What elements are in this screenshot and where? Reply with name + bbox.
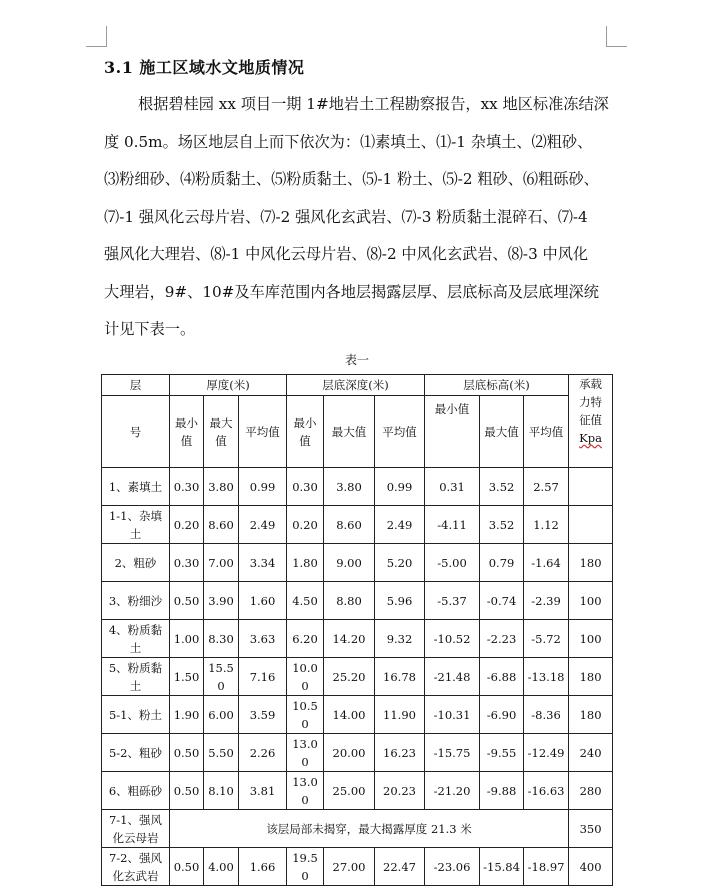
cell-t-max: 5.50	[204, 734, 239, 772]
header-layer-bottom: 号	[102, 396, 170, 468]
cell-e-avg: -16.63	[524, 772, 569, 810]
cell-e-max: -6.88	[480, 658, 524, 696]
cell-t-max: 8.10	[204, 772, 239, 810]
cell-layer: 1-1、杂填土	[102, 506, 170, 544]
table-row	[102, 734, 613, 772]
cell-d-avg: 5.20	[375, 544, 425, 582]
cell-layer: 6、粗砾砂	[102, 772, 170, 810]
table-caption: 表一	[344, 353, 369, 367]
header-e-min: 最小值	[425, 396, 480, 468]
cell-d-avg: 11.90	[375, 696, 425, 734]
cell-e-avg: -2.39	[524, 582, 569, 620]
table-row-merged	[102, 810, 613, 848]
cell-layer: 2、粗砂	[102, 544, 170, 582]
cell-t-min: 0.30	[170, 468, 204, 506]
cell-t-max: 3.90	[204, 582, 239, 620]
cell-t-avg: 2.49	[239, 506, 287, 544]
paragraph-line: ⑺-1 强风化云母片岩、⑺-2 强风化玄武岩、⑺-3 粉质黏土混碎石、⑺-4	[104, 207, 588, 226]
cell-t-avg: 3.81	[239, 772, 287, 810]
cell-kpa: 280	[569, 772, 613, 810]
cell-e-min: -15.75	[425, 734, 480, 772]
cell-t-avg: 1.66	[239, 848, 287, 886]
header-t-avg: 平均值	[239, 396, 287, 468]
cell-e-max: 0.79	[480, 544, 524, 582]
cell-t-avg: 0.99	[239, 468, 287, 506]
cell-t-min: 1.50	[170, 658, 204, 696]
table-row	[102, 468, 613, 506]
cell-layer: 4、粉质黏土	[102, 620, 170, 658]
cell-d-min: 0.20	[287, 506, 324, 544]
cell-e-max: -15.84	[480, 848, 524, 886]
cell-d-max: 14.20	[324, 620, 375, 658]
cell-d-min: 10.00	[287, 658, 324, 696]
cell-d-min: 0.30	[287, 468, 324, 506]
cell-d-avg: 16.23	[375, 734, 425, 772]
cell-kpa: 180	[569, 696, 613, 734]
cell-t-avg: 3.34	[239, 544, 287, 582]
cell-note: 该层局部未揭穿，最大揭露厚度 21.3 米	[170, 810, 569, 848]
header-e-max: 最大值	[480, 396, 524, 468]
cell-t-min: 0.50	[170, 582, 204, 620]
cell-d-avg: 5.96	[375, 582, 425, 620]
cell-kpa: 180	[569, 658, 613, 696]
cell-e-avg: 2.57	[524, 468, 569, 506]
cell-d-min: 13.00	[287, 734, 324, 772]
cell-kpa: 180	[569, 544, 613, 582]
cell-kpa: 100	[569, 582, 613, 620]
margin-mark-top-left	[86, 26, 107, 47]
cell-t-avg: 1.60	[239, 582, 287, 620]
margin-mark-top-right	[606, 26, 627, 47]
cell-e-min: -4.11	[425, 506, 480, 544]
cell-layer: 5-2、粗砂	[102, 734, 170, 772]
table-row	[102, 772, 613, 810]
header-d-avg: 平均值	[375, 396, 425, 468]
cell-t-min: 0.50	[170, 848, 204, 886]
header-t-max: 最大值	[204, 396, 239, 468]
cell-kpa: 400	[569, 848, 613, 886]
cell-d-min: 4.50	[287, 582, 324, 620]
cell-d-max: 9.00	[324, 544, 375, 582]
section-heading: 3.1 施工区域水文地质情况	[104, 58, 305, 77]
table-row	[102, 620, 613, 658]
cell-e-avg: -13.18	[524, 658, 569, 696]
cell-e-max: 3.52	[480, 506, 524, 544]
cell-e-min: -5.00	[425, 544, 480, 582]
cell-layer: 7-1、强风化云母岩	[102, 810, 170, 848]
cell-d-avg: 0.99	[375, 468, 425, 506]
cell-t-min: 1.90	[170, 696, 204, 734]
cell-d-max: 27.00	[324, 848, 375, 886]
cell-d-min: 10.50	[287, 696, 324, 734]
cell-e-max: -0.74	[480, 582, 524, 620]
cell-e-max: 3.52	[480, 468, 524, 506]
cell-e-min: -10.31	[425, 696, 480, 734]
cell-e-max: -6.90	[480, 696, 524, 734]
cell-d-max: 8.60	[324, 506, 375, 544]
cell-kpa	[569, 468, 613, 506]
cell-kpa: 350	[569, 810, 613, 848]
cell-d-max: 3.80	[324, 468, 375, 506]
paragraph-line: 大理岩，9#、10#及车库范围内各地层揭露层厚、层底标高及层底埋深统	[104, 282, 599, 301]
cell-t-max: 8.60	[204, 506, 239, 544]
cell-kpa: 100	[569, 620, 613, 658]
cell-d-avg: 9.32	[375, 620, 425, 658]
cell-d-max: 25.00	[324, 772, 375, 810]
cell-d-max: 20.00	[324, 734, 375, 772]
cell-t-min: 0.50	[170, 734, 204, 772]
cell-e-min: 0.31	[425, 468, 480, 506]
cell-t-max: 15.50	[204, 658, 239, 696]
cell-layer: 3、粉细沙	[102, 582, 170, 620]
cell-e-max: -9.55	[480, 734, 524, 772]
cell-d-min: 1.80	[287, 544, 324, 582]
cell-e-max: -2.23	[480, 620, 524, 658]
table-row	[102, 582, 613, 620]
cell-e-min: -23.06	[425, 848, 480, 886]
cell-t-max: 4.00	[204, 848, 239, 886]
header-bearing	[569, 375, 613, 468]
cell-t-min: 0.50	[170, 772, 204, 810]
cell-t-min: 0.30	[170, 544, 204, 582]
strata-table	[101, 374, 613, 886]
header-d-min: 最小值	[287, 396, 324, 468]
cell-kpa: 240	[569, 734, 613, 772]
table-row	[102, 848, 613, 886]
table-row	[102, 506, 613, 544]
paragraph-line: 度 0.5m。场区地层自上而下依次为：⑴素填土、⑴-1 杂填土、⑵粗砂、	[104, 132, 593, 151]
header-bearing-unit: Kpa	[579, 431, 602, 445]
cell-e-min: -21.20	[425, 772, 480, 810]
cell-t-max: 7.00	[204, 544, 239, 582]
cell-e-avg: -8.36	[524, 696, 569, 734]
header-elevation: 层底标高(米)	[425, 375, 569, 396]
cell-t-avg: 3.59	[239, 696, 287, 734]
cell-layer: 7-2、强风化玄武岩	[102, 848, 170, 886]
cell-e-min: -10.52	[425, 620, 480, 658]
header-bearing-line: 力特	[579, 395, 603, 409]
cell-e-min: -21.48	[425, 658, 480, 696]
cell-e-avg: -5.72	[524, 620, 569, 658]
cell-d-min: 6.20	[287, 620, 324, 658]
cell-t-avg: 3.63	[239, 620, 287, 658]
cell-t-avg: 2.26	[239, 734, 287, 772]
cell-t-min: 0.20	[170, 506, 204, 544]
cell-d-avg: 16.78	[375, 658, 425, 696]
cell-e-avg: -1.64	[524, 544, 569, 582]
cell-d-max: 8.80	[324, 582, 375, 620]
cell-d-min: 13.00	[287, 772, 324, 810]
header-layer-top: 层	[102, 375, 170, 396]
cell-e-min: -5.37	[425, 582, 480, 620]
cell-layer: 5-1、粉土	[102, 696, 170, 734]
header-thickness: 厚度(米)	[170, 375, 287, 396]
cell-t-max: 6.00	[204, 696, 239, 734]
cell-d-max: 25.20	[324, 658, 375, 696]
paragraph-line: 计见下表一。	[104, 320, 196, 338]
cell-d-min: 19.50	[287, 848, 324, 886]
table-row	[102, 544, 613, 582]
paragraph-line: ⑶粉细砂、⑷粉质黏土、⑸粉质黏土、⑸-1 粉土、⑸-2 粗砂、⑹粗砾砂、	[104, 170, 599, 188]
cell-t-max: 3.80	[204, 468, 239, 506]
cell-d-max: 14.00	[324, 696, 375, 734]
cell-d-avg: 20.23	[375, 772, 425, 810]
header-bearing-line: 承载	[579, 377, 603, 391]
cell-layer: 1、素填土	[102, 468, 170, 506]
cell-t-min: 1.00	[170, 620, 204, 658]
cell-e-max: -9.88	[480, 772, 524, 810]
cell-layer: 5、粉质黏土	[102, 658, 170, 696]
cell-d-avg: 22.47	[375, 848, 425, 886]
table-row	[102, 658, 613, 696]
cell-d-avg: 2.49	[375, 506, 425, 544]
paragraph-line: 根据碧桂园 xx 项目一期 1#地岩土工程勘察报告，xx 地区标准冻结深	[138, 95, 609, 113]
cell-e-avg: -18.97	[524, 848, 569, 886]
header-t-min: 最小值	[170, 396, 204, 468]
cell-e-avg: 1.12	[524, 506, 569, 544]
table-row	[102, 696, 613, 734]
header-depth: 层底深度(米)	[287, 375, 425, 396]
paragraph-line: 强风化大理岩、⑻-1 中风化云母片岩、⑻-2 中风化玄武岩、⑻-3 中风化	[104, 245, 589, 263]
cell-e-avg: -12.49	[524, 734, 569, 772]
header-bearing-line: 征值	[579, 413, 603, 427]
header-e-avg: 平均值	[524, 396, 569, 468]
header-d-max: 最大值	[324, 396, 375, 468]
body-paragraph	[104, 86, 614, 349]
cell-t-max: 8.30	[204, 620, 239, 658]
cell-kpa	[569, 506, 613, 544]
cell-t-avg: 7.16	[239, 658, 287, 696]
